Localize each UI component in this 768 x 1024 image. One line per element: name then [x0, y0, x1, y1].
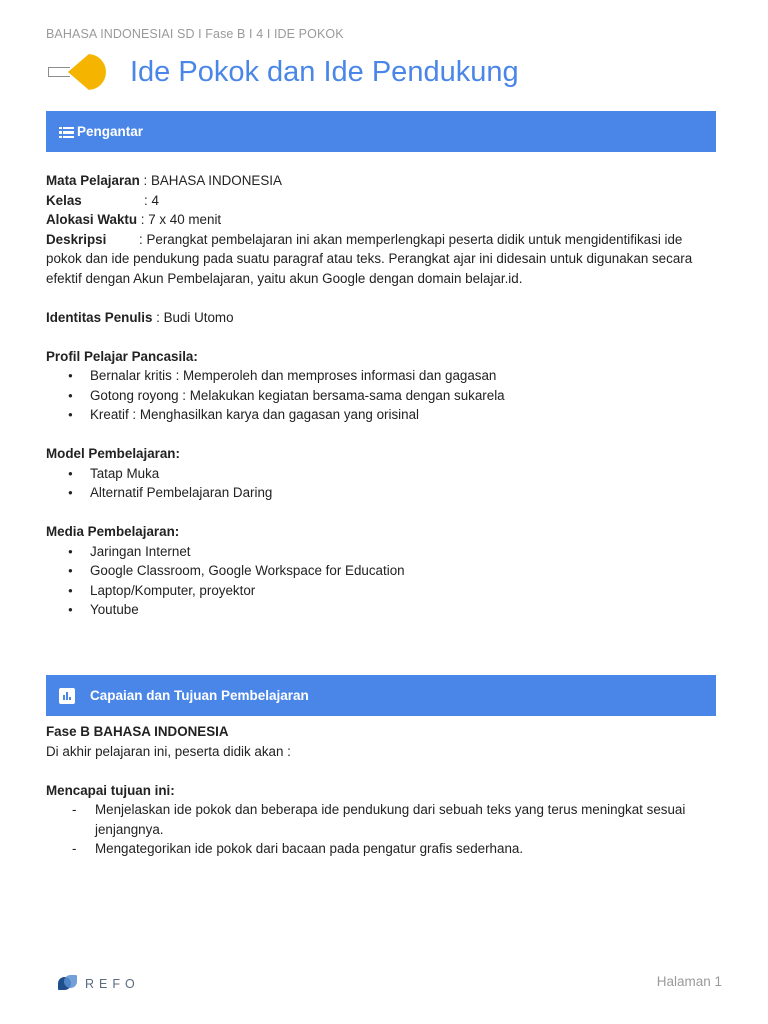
profil-list: [46, 366, 706, 425]
list-item: ● Jaringan Internet: [46, 542, 706, 562]
list-item: - Mengategorikan ide pokok dari bacaan pada pengatur grafis sederhana.: [46, 839, 706, 859]
section-title: Capaian dan Tujuan Pembelajaran: [90, 688, 309, 703]
title-row: [46, 52, 519, 92]
penulis-row: Identitas Penulis : Budi Utomo: [46, 309, 234, 325]
fase-intro: Di akhir pelajaran ini, peserta didik akan :: [46, 743, 291, 759]
section-pengantar-body: [46, 171, 706, 620]
section-header-pengantar: [46, 111, 716, 152]
page-title: Ide Pokok dan Ide Pendukung: [130, 55, 519, 88]
section-header-capaian: [46, 675, 716, 716]
list-item: ● Bernalar kritis : Memperoleh dan memproses informasi dan gagasan: [46, 366, 706, 386]
profil-heading: Profil Pelajar Pancasila:: [46, 348, 198, 364]
kelas-row: Kelas : 4: [46, 192, 159, 208]
logo-text: REFO: [85, 976, 140, 991]
list-item: ● Tatap Muka: [46, 464, 706, 484]
tujuan-heading: Mencapai tujuan ini:: [46, 782, 175, 798]
alokasi-row: Alokasi Waktu : 7 x 40 menit: [46, 212, 222, 227]
section-capaian-body: [46, 722, 706, 859]
list-item: ● Laptop/Komputer, proyektor: [46, 581, 706, 601]
list-item: ● Google Classroom, Google Workspace for Education: [46, 561, 706, 581]
list-item: ● Kreatif : Menghasilkan karya dan gagasan yang orisinal: [46, 405, 706, 425]
bar-chart-icon: [59, 688, 75, 704]
tujuan-list: [46, 800, 706, 859]
deskripsi-row: Deskripsi : Perangkat pembelajaran ini akan memperlengkapi peserta didik untuk mengidentifikasi ide pokok dan ide pendukung pada suatu paragraf atau teks. Perangkat ajar ini didesain untuk digunakan secara efektif dengan Akun Pembelajaran, yaitu akun Google dengan domain belajar.id.: [46, 231, 693, 286]
model-list: [46, 464, 706, 503]
list-item: - Menjelaskan ide pokok dan beberapa ide pendukung dari sebuah teks yang terus meningkat sesuai jenjangnya.: [46, 800, 706, 839]
list-item: ● Gotong royong : Melakukan kegiatan bersama-sama dengan sukarela: [46, 386, 706, 406]
page-number: Halaman 1: [656, 974, 722, 989]
document-header: BAHASA INDONESIAI SD I Fase B I 4 I IDE POKOK: [46, 27, 344, 41]
refo-logo-icon: [58, 975, 77, 992]
list-item: ● Youtube: [46, 600, 706, 620]
pencil-icon: [46, 52, 112, 92]
media-list: [46, 542, 706, 620]
section-title: Pengantar: [77, 124, 144, 139]
list-item: ● Alternatif Pembelajaran Daring: [46, 483, 706, 503]
model-heading: Model Pembelajaran:: [46, 446, 180, 461]
media-heading: Media Pembelajaran:: [46, 524, 180, 539]
list-icon: [59, 127, 74, 139]
mata-pelajaran-row: Mata Pelajaran : BAHASA INDONESIA: [46, 173, 282, 188]
fase-heading: Fase B BAHASA INDONESIA: [46, 724, 229, 739]
refo-logo: [58, 975, 140, 992]
